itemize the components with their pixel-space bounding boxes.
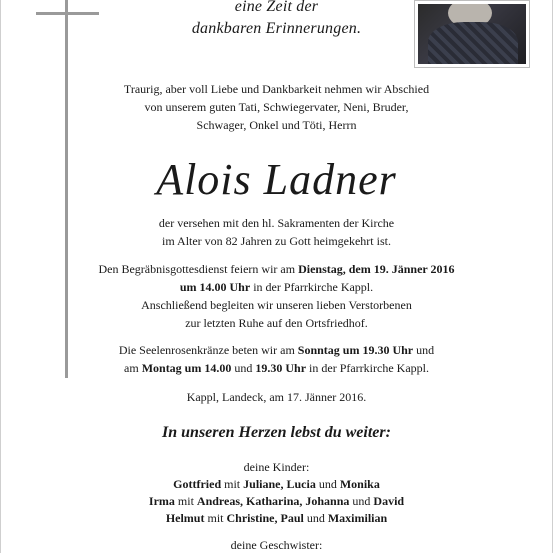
funeral-time: um 14.00 Uhr — [179, 280, 251, 294]
children-row-3: Helmut mit Christine, Paul und Maximilian — [165, 511, 388, 525]
funeral-line-1: Den Begräbnisgottesdienst feiern wir am Dienstag, dem 19. Jänner 2016 — [98, 262, 455, 276]
funeral-line-2: um 14.00 Uhr in der Pfarrkirche Kappl. — [179, 280, 374, 294]
funeral-date: Dienstag, dem 19. Jänner 2016 — [298, 262, 455, 276]
children-row-1: Gottfried mit Juliane, Lucia und Monika — [173, 477, 380, 491]
intro-line-1: Traurig, aber voll Liebe und Dankbarkeit nehmen wir Abschied — [123, 82, 430, 96]
deceased-name: Alois Ladner — [156, 155, 397, 204]
memorial-heading: In unseren Herzen lebst du weiter: — [162, 424, 391, 441]
verse-line-1: eine Zeit der — [234, 0, 319, 15]
intro-line-3: Schwager, Onkel und Töti, Herrn — [196, 118, 357, 132]
children-label: deine Kinder: — [243, 460, 310, 474]
death-notice-line-1: der versehen mit den hl. Sakramenten der Kirche — [158, 216, 395, 230]
verse-line-2: dankbaren Erinnerungen. — [191, 20, 362, 37]
funeral-line-3: Anschließend begleiten wir unseren lieben Verstorbenen — [141, 298, 412, 312]
death-notice-line-2: im Alter von 82 Jahren zu Gott heimgekehrt ist. — [162, 234, 391, 248]
funeral-line-4: zur letzten Ruhe auf den Ortsfriedhof. — [185, 316, 368, 330]
rosary-line-2: am Montag um 14.00 und 19.30 Uhr in der Pfarrkirche Kappl. — [124, 361, 429, 375]
place-date: Kappl, Landeck, am 17. Jänner 2016. — [186, 390, 367, 404]
siblings-label: deine Geschwister: — [230, 538, 323, 552]
intro-line-2: von unserem guten Tati, Schwiegervater, Neni, Bruder, — [144, 100, 409, 114]
rosary-line-1: Die Seelenrosenkränze beten wir am Sonntag um 19.30 Uhr und — [118, 343, 435, 357]
children-row-2: Irma mit Andreas, Katharina, Johanna und David — [148, 494, 405, 508]
